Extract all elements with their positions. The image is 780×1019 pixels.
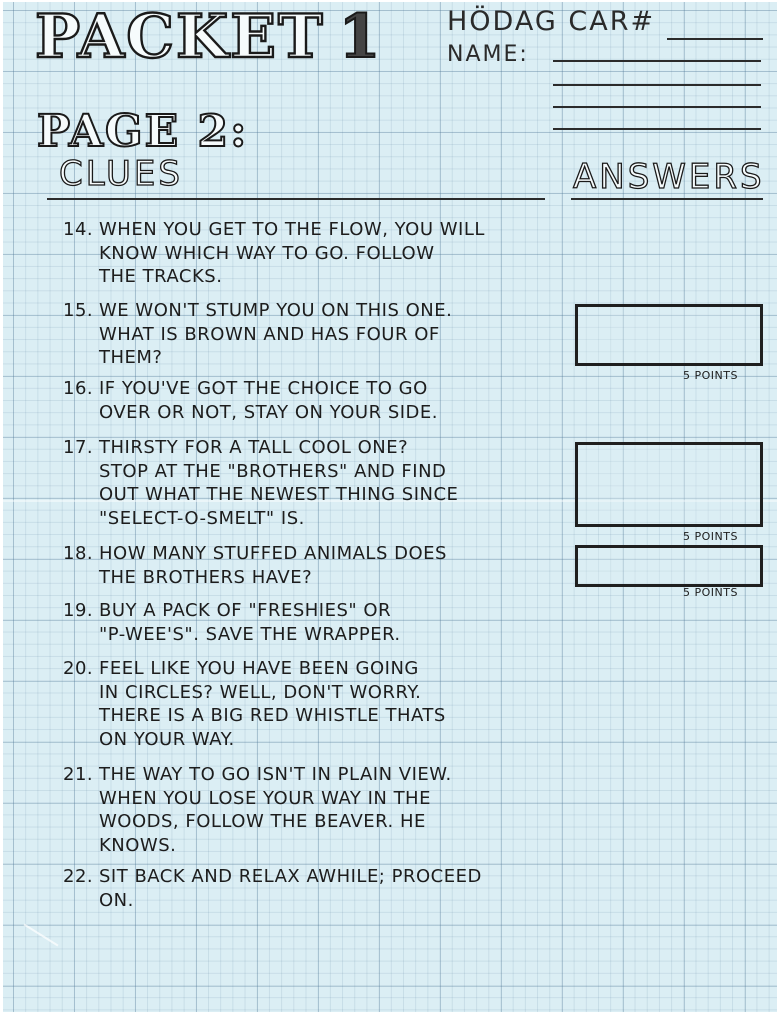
name-line-2[interactable]	[553, 84, 761, 86]
clue-item	[63, 657, 446, 751]
answers-heading: ANSWERS	[573, 157, 765, 197]
clue-number: 18.	[63, 543, 94, 564]
clue-item	[63, 377, 438, 424]
clue-item	[63, 218, 485, 289]
name-line-3[interactable]	[553, 106, 761, 108]
clue-number: 20.	[63, 658, 94, 679]
clues-heading: CLUES	[59, 154, 183, 194]
paper-smudge	[24, 924, 59, 947]
clue-item	[63, 299, 452, 370]
packet-title-text: PACKET	[35, 2, 325, 72]
clue-text: WE WON'T STUMP YOU ON THIS ONE. WHAT IS BROWN AND HAS FOUR OF THEM?	[99, 300, 453, 368]
answer-box[interactable]	[575, 545, 763, 587]
clue-number: 22.	[63, 866, 94, 887]
clue-item	[63, 436, 458, 530]
clue-number: 15.	[63, 300, 94, 321]
points-label: 5 POINTS	[683, 530, 738, 543]
clue-number: 21.	[63, 764, 94, 785]
name-line-4[interactable]	[553, 128, 761, 130]
clue-number: 19.	[63, 600, 94, 621]
car-number-label: HÖDAG CAR#	[447, 6, 656, 37]
clue-text: IF YOU'VE GOT THE CHOICE TO GO OVER OR NOT, STAY ON YOUR SIDE.	[99, 378, 439, 423]
clue-text: BUY A PACK OF "FRESHIES" OR "P-WEE'S". SAVE THE WRAPPER.	[99, 600, 401, 645]
clue-item	[63, 865, 482, 912]
clue-text: FEEL LIKE YOU HAVE BEEN GOING IN CIRCLES? WELL, DON'T WORRY. THERE IS A BIG RED WHISTLE THATS ON YOUR WAY.	[99, 658, 446, 750]
clue-item	[63, 542, 447, 589]
page-label: PAGE 2:	[37, 106, 249, 157]
answer-box[interactable]	[575, 304, 763, 366]
points-label: 5 POINTS	[683, 369, 738, 382]
packet-number: 1	[338, 2, 383, 72]
answers-underline	[571, 198, 763, 200]
packet-title	[35, 2, 382, 72]
points-label: 5 POINTS	[683, 586, 738, 599]
name-label: NAME:	[447, 42, 529, 67]
clue-number: 14.	[63, 219, 94, 240]
clue-text: SIT BACK AND RELAX AWHILE; PROCEED ON.	[99, 866, 482, 911]
clue-item	[63, 599, 401, 646]
clue-number: 17.	[63, 437, 94, 458]
clue-text: WHEN YOU GET TO THE FLOW, YOU WILL KNOW WHICH WAY TO GO. FOLLOW THE TRACKS.	[99, 219, 485, 287]
clue-text: HOW MANY STUFFED ANIMALS DOES THE BROTHERS HAVE?	[99, 543, 447, 588]
clue-text: THE WAY TO GO ISN'T IN PLAIN VIEW. WHEN YOU LOSE YOUR WAY IN THE WOODS, FOLLOW THE BEAVER. HE KNOWS.	[99, 764, 452, 856]
clue-number: 16.	[63, 378, 94, 399]
car-number-line[interactable]	[667, 38, 763, 40]
clues-underline	[47, 198, 545, 200]
clue-item	[63, 763, 452, 857]
name-line-1[interactable]	[553, 60, 761, 62]
worksheet-page	[3, 2, 777, 1012]
answer-box[interactable]	[575, 442, 763, 527]
clue-text: THIRSTY FOR A TALL COOL ONE? STOP AT THE "BROTHERS" AND FIND OUT WHAT THE NEWEST THING SINCE "SELECT-O-SMELT" IS.	[99, 437, 459, 529]
